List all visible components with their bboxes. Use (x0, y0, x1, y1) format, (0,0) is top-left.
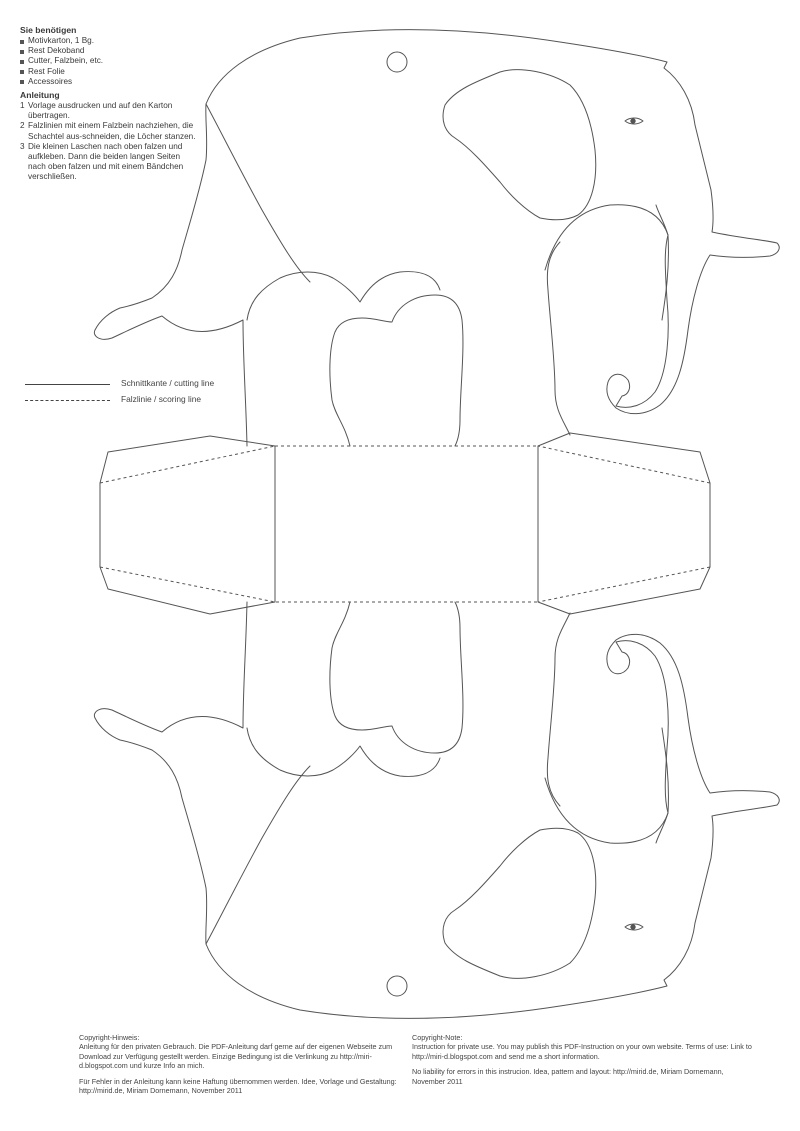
step-text: Vorlage ausdrucken und auf den Karton übertragen. (28, 101, 173, 121)
elephant-outline (94, 30, 779, 446)
elephant-head-line (206, 766, 310, 944)
hang-hole (387, 976, 407, 996)
materials-item: Rest Folie (20, 67, 200, 77)
elephant-tusk-trunk-inner (545, 728, 668, 843)
materials-item: Motivkarton, 1 Bg. (20, 36, 200, 46)
elephant-eye-pupil (631, 119, 635, 123)
right-flap-fold-bottom (538, 567, 710, 602)
footer-en-body: Instruction for private use. You may publish this PDF-Instruction on your own website. Terms of use: Link to http://miri-d.blogspot.com and send me a short information. (412, 1042, 752, 1061)
step-text: Die kleinen Laschen nach oben falzen und aufkleben. Dann die beiden langen Seiten nach oben falzen und mit einem Bändchen verschließen. (28, 141, 184, 182)
elephant-front-leg (547, 242, 570, 435)
step-number: 3 (20, 141, 25, 151)
elephant-tusk-trunk-inner (545, 205, 668, 320)
hang-hole (387, 52, 407, 72)
elephant-ear (443, 70, 596, 220)
left-flap-fold-bottom (100, 567, 275, 602)
legend-scoring-label: Falzlinie / scoring line (121, 394, 202, 404)
elephant-belly-pocket (330, 602, 463, 753)
materials-item: Cutter, Falzbein, etc. (20, 56, 200, 66)
elephant-outline (94, 602, 779, 1018)
box-bottom-panel (275, 446, 538, 602)
materials-heading: Sie benötigen (20, 25, 77, 35)
footer-de-liability: Für Fehler in der Anleitung kann keine Haftung übernommen werden. Idee, Vorlage und Gestaltung: http://mirid.de, Miriam Dornemann, November 2011 (79, 1076, 397, 1096)
footer-en-heading: Copyright-Note: (412, 1033, 463, 1042)
box-base-section (100, 433, 710, 614)
footer-english (412, 1033, 752, 1092)
bottom-elephant-panel (94, 602, 779, 1018)
elephant-eye-pupil (631, 925, 635, 929)
footer-de-body: Anleitung für den privaten Gebrauch. Die PDF-Anleitung darf gerne auf der eigenen Webseite zum Download zur Verfügung gestellt werden. Einzige Bedingung ist die Verlinkung zu http://miri-d.blogspot.com und kurze Info an mich. (79, 1042, 393, 1071)
materials-item: Rest Dekoband (20, 46, 200, 56)
left-side-flap (100, 436, 275, 614)
footer-de-heading: Copyright-Hinweis: (79, 1033, 140, 1042)
elephant-belly-pocket (330, 295, 463, 446)
elephant-head-line (206, 104, 310, 282)
top-elephant-panel (94, 30, 779, 446)
right-side-flap (538, 433, 710, 614)
elephant-back-leg (247, 272, 440, 320)
elephant-back-leg (247, 728, 440, 776)
elephant-ear (443, 828, 596, 978)
materials-item: Accessoires (20, 77, 200, 87)
footer-german (79, 1033, 399, 1101)
step-number: 1 (20, 101, 25, 111)
instructions-heading: Anleitung (20, 90, 60, 101)
legend-cutting-label: Schnittkante / cutting line (121, 378, 215, 388)
left-flap-fold-top (100, 446, 275, 483)
step-number: 2 (20, 121, 25, 131)
step-text: Falzlinien mit einem Falzbein nachziehen, die Schachtel aus-schneiden, die Löcher stanzen. (28, 121, 196, 141)
footer-en-liability: No liability for errors in this instrucion. Idea, pattern and layout: http://mirid.de, Miriam Dornemann, November 2011 (412, 1067, 724, 1086)
right-flap-fold-top (538, 446, 710, 483)
elephant-front-leg (547, 613, 570, 806)
